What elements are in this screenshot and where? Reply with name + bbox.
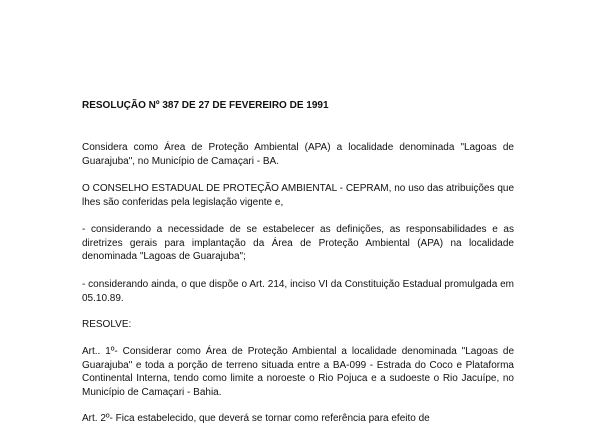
considering-paragraph-2: - considerando ainda, o que dispõe o Art. 214, inciso VI da Constituição Estadual promulgada em 05.10.89. — [82, 279, 514, 304]
council-paragraph: O CONSELHO ESTADUAL DE PROTEÇÃO AMBIENTAL - CEPRAM, no uso das atribuições que lhes são conferidas pela legislação vigente e, — [82, 183, 514, 208]
document-page — [82, 0, 514, 430]
resolves-heading: RESOLVE: — [82, 319, 132, 330]
article-2-paragraph: Art. 2º- Fica estabelecido, que deverá se tornar como referência para efeito de — [82, 413, 430, 424]
considering-paragraph-1: - considerando a necessidade de se estabelecer as definições, as responsabilidades e as diretrizes gerais para implantação da Área de Proteção Ambiental (APA) na localidade denominada "Lagoas de Guarajuba"; — [82, 224, 514, 262]
resolution-title: RESOLUÇÃO Nº 387 DE 27 DE FEVEREIRO DE 1991 — [82, 100, 329, 111]
summary-paragraph: Considera como Área de Proteção Ambiental (APA) a localidade denominada "Lagoas de Guarajuba", no Município de Camaçari - BA. — [82, 142, 514, 167]
article-1-paragraph: Art.. 1º- Considerar como Área de Proteção Ambiental a localidade denominada "Lagoas de Guarajuba" e toda a porção de terreno situada entre a BA-099 - Estrada do Coco e Plataforma Continental Interna, tendo como limite a noroeste o Rio Pojuca e a sudoeste o Rio Jacuípe, no Município de Camaçari - Bahia. — [82, 346, 514, 398]
